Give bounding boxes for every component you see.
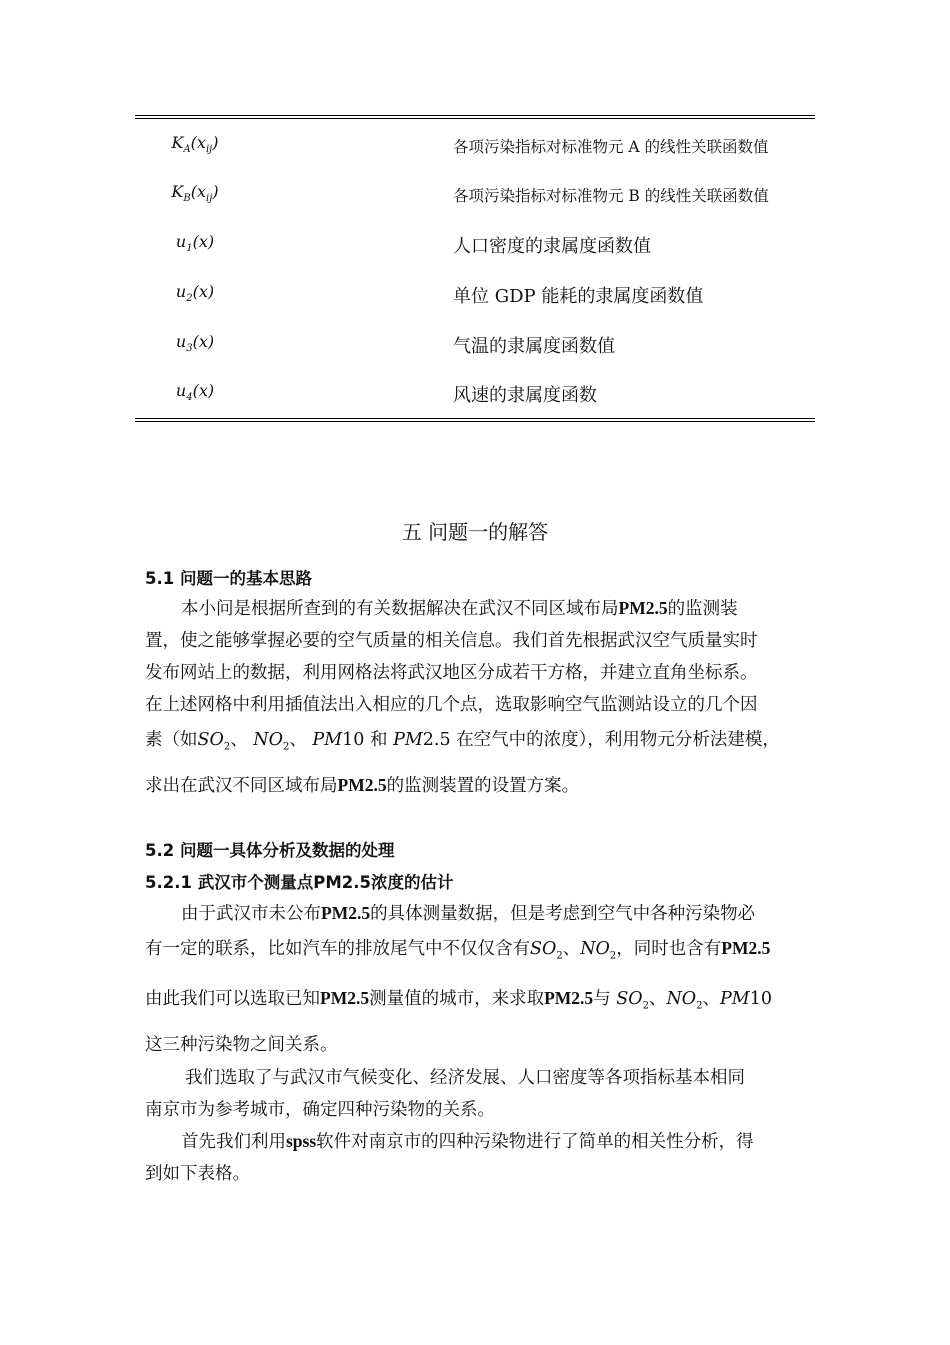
- paragraph-line: 有一定的联系，比如汽车的排放尾气中不仅仅含有$SO_2$、$NO_2$，同时也含有PM2.5: [145, 938, 771, 962]
- heading-5-2-1: 5.2.1 武汉市个测量点PM2.5浓度的估计: [145, 873, 454, 892]
- heading-5-1: 5.1 问题一的基本思路: [145, 569, 312, 588]
- table-top-rule: [135, 115, 815, 116]
- paragraph-line: 由于武汉市未公布PM2.5的具体测量数据，但是考虑到空气中各种污染物必: [181, 903, 756, 924]
- symbol-cell: $u_2(x)$: [175, 282, 215, 305]
- table-row: [135, 182, 815, 206]
- table-row: [135, 133, 815, 157]
- paragraph-line: 我们选取了与武汉市气候变化、经济发展、人口密度等各项指标基本相同: [185, 1068, 745, 1088]
- paragraph-line: 这三种污染物之间关系。: [145, 1035, 338, 1055]
- paragraph-line: 素（如$SO_2$、 $NO_2$、 PM10 和 PM2.5 在空气中的浓度），利用物元分析法建模，: [145, 730, 780, 753]
- paragraph-line: 求出在武汉不同区域布局PM2.5的监测装置的设置方案。: [145, 775, 580, 796]
- table-row: [135, 381, 815, 405]
- symbol-cell: $K_A(x_{ij})$: [171, 133, 219, 156]
- table-row: [135, 232, 815, 256]
- paragraph-line: 在上述网格中利用插值法出入相应的几个点，选取影响空气监测站设立的几个因: [145, 695, 758, 715]
- section-title: 五 问题一的解答: [401, 520, 549, 544]
- description-cell: 各项污染指标对标准物元 A 的线性关联函数值: [453, 138, 769, 156]
- description-cell: 各项污染指标对标准物元 B 的线性关联函数值: [453, 187, 769, 205]
- symbol-cell: $u_1(x)$: [175, 232, 215, 255]
- symbol-cell: $K_B(x_{ij})$: [171, 182, 219, 205]
- paragraph-line: 置，使之能够掌握必要的空气质量的相关信息。我们首先根据武汉空气质量实时: [145, 631, 758, 651]
- table-bottom-rule: [135, 418, 815, 419]
- description-cell: 气温的隶属度函数值: [453, 336, 615, 357]
- paragraph-line: 到如下表格。: [145, 1164, 250, 1184]
- description-cell: 人口密度的隶属度函数值: [453, 236, 651, 257]
- paragraph-line: 发布网站上的数据，利用网格法将武汉地区分成若干方格，并建立直角坐标系。: [145, 663, 758, 683]
- paragraph-line: 由此我们可以选取已知PM2.5测量值的城市，来求取PM2.5与 $SO_2$、$NO_2$、PM10: [145, 988, 773, 1012]
- paragraph-line: 南京市为参考城市，确定四种污染物的关系。: [145, 1100, 495, 1120]
- table-row: [135, 332, 815, 356]
- table-row: [135, 282, 815, 306]
- description-cell: 风速的隶属度函数: [453, 385, 597, 406]
- description-cell: 单位 GDP 能耗的隶属度函数值: [453, 286, 704, 307]
- paragraph-line: 本小问是根据所查到的有关数据解决在武汉不同区域布局PM2.5的监测装: [181, 598, 738, 619]
- paragraph-line: 首先我们利用spss软件对南京市的四种污染物进行了简单的相关性分析，得: [181, 1131, 754, 1152]
- heading-5-2: 5.2 问题一具体分析及数据的处理: [145, 841, 395, 860]
- symbol-cell: $u_4(x)$: [175, 381, 215, 404]
- symbol-cell: $u_3(x)$: [175, 332, 215, 355]
